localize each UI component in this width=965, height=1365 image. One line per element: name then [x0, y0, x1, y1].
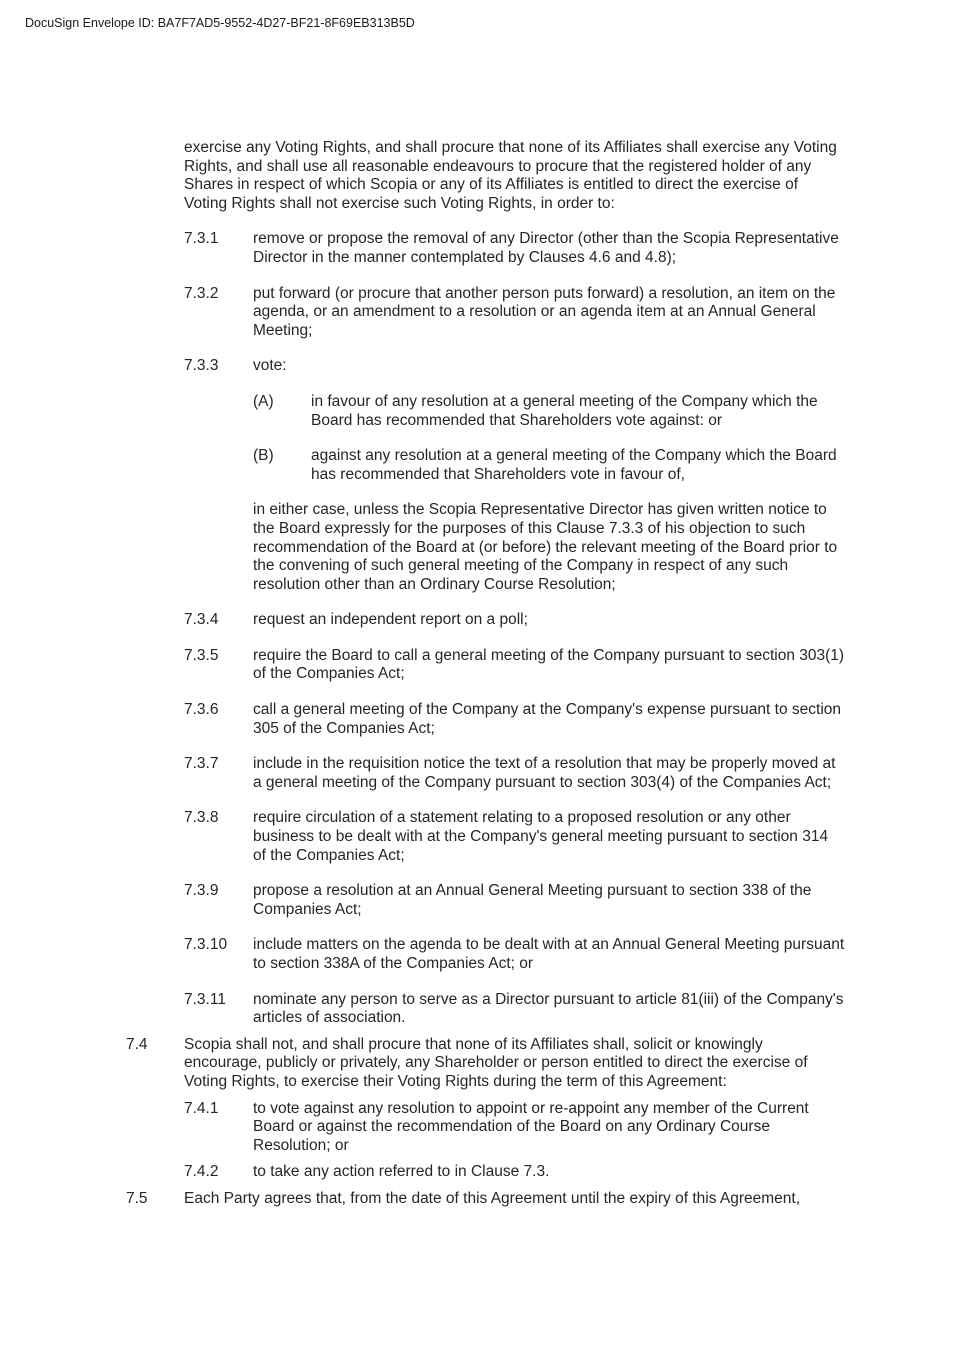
clause-7-3-3-b: [0, 447, 965, 484]
clause-number: 7.3.7: [184, 755, 219, 773]
clause-number: 7.3.2: [184, 284, 219, 302]
clause-7-4: [0, 1036, 965, 1092]
clause-number: (B): [253, 447, 274, 465]
clause-7-3-4: [0, 611, 965, 630]
clause-7-3-5: [0, 647, 965, 684]
clause-7-3-8: [0, 809, 965, 865]
clause-7-4-2: [0, 1163, 965, 1182]
clause-text: include in the requisition notice the text of a resolution that may be properly moved at a general meeting of the Company pursuant to section 303(4) of the Companies Act;: [253, 755, 836, 791]
clause-text: propose a resolution at an Annual General Meeting pursuant to section 338 of the Companies Act;: [253, 882, 812, 918]
clause-number: 7.3.1: [184, 230, 219, 248]
clause-number: 7.5: [126, 1189, 148, 1207]
clause-7-3-9: [0, 882, 965, 919]
clause-text: nominate any person to serve as a Director pursuant to article 81(iii) of the Company's articles of association.: [253, 990, 844, 1027]
clause-number: 7.4: [126, 1035, 148, 1053]
clause-text: in favour of any resolution at a general meeting of the Company which the Board has recommended that Shareholders vote against: or: [311, 392, 818, 429]
clause-text: require circulation of a statement relating to a proposed resolution or any other business to be dealt with at the Company's general meeting pursuant to section 314 of the Companies Act;: [253, 809, 829, 864]
clause-text: require the Board to call a general meeting of the Company pursuant to section 303(1) of the Companies Act;: [253, 646, 845, 683]
clause-text: Each Party agrees that, from the date of this Agreement until the expiry of this Agreement,: [184, 1189, 801, 1207]
clause-text: put forward (or procure that another person puts forward) a resolution, an item on the agenda, or an amendment to a resolution or an agenda item at an Annual General Meeting;: [253, 284, 836, 339]
clause-7-3-10: [0, 936, 965, 973]
clause-number: 7.3.9: [184, 882, 219, 900]
clause-number: 7.3.8: [184, 809, 219, 827]
clause-text: vote:: [253, 357, 287, 375]
clause-7-3-3-tail: in either case, unless the Scopia Representative Director has given written notice to the Board expressly for the purposes of this Clause 7.3.3 of his objection to such recommendation of the Board at (or before) the relevant meeting of the Board prior to the convening of such general meeting of the Company in respect of any such resolution other than an Ordinary Course Resolution;: [253, 501, 838, 593]
clause-number: 7.4.2: [184, 1163, 219, 1181]
clause-text: against any resolution at a general meeting of the Company which the Board has recommended that Shareholders vote in favour of,: [311, 447, 837, 483]
document-body: [0, 139, 965, 1217]
clause-text: Scopia shall not, and shall procure that none of its Affiliates shall, solicit or knowingly encourage, publicly or privately, any Shareholder or person entitled to direct the exercise of Voting Rights, to exercise their Voting Rights during the term of this Agreement:: [184, 1035, 808, 1090]
clause-number: 7.3.5: [184, 646, 219, 664]
clause-text: to vote against any resolution to appoint or re-appoint any member of the Current Board or against the recommendation of the Board on any Ordinary Course Resolution; or: [253, 1099, 809, 1154]
clause-number: 7.3.3: [184, 357, 219, 375]
clause-number: (A): [253, 392, 274, 410]
clause-number: 7.3.11: [184, 990, 226, 1008]
clause-text: include matters on the agenda to be dealt with at an Annual General Meeting pursuant to section 338A of the Companies Act; or: [253, 936, 845, 972]
envelope-id: DocuSign Envelope ID: BA7F7AD5-9552-4D27-BF21-8F69EB313B5D: [25, 16, 415, 30]
clause-number: 7.3.6: [184, 701, 219, 719]
clause-7-3-1: [0, 230, 965, 267]
clause-number: 7.4.1: [184, 1099, 219, 1117]
clause-number: 7.3.10: [184, 936, 228, 954]
clause-7-5: [0, 1190, 965, 1209]
clause-7-3-6: [0, 701, 965, 738]
clause-7-3-3-a: [0, 393, 965, 430]
clause-text: call a general meeting of the Company at the Company's expense pursuant to section 305 of the Companies Act;: [253, 701, 842, 737]
clause-7-3-7: [0, 755, 965, 792]
clause-7-3-2: [0, 285, 965, 341]
clause-text: to take any action referred to in Clause 7.3.: [253, 1163, 550, 1181]
clause-7-4-1: [0, 1100, 965, 1156]
clause-number: 7.3.4: [184, 611, 219, 629]
clause-7-3-11: [0, 991, 965, 1028]
clause-7-3-3: [0, 357, 965, 376]
clause-text: remove or propose the removal of any Director (other than the Scopia Representative Director in the manner contemplated by Clauses 4.6 and 4.8);: [253, 230, 839, 266]
clause-7-3-intro: exercise any Voting Rights, and shall procure that none of its Affiliates shall exercise any Voting Rights, and shall use all reasonable endeavours to procure that the registered holder of any Shares in respect of which Scopia or any of its Affiliates is entitled to direct the exercise of Voting Rights shall not exercise such Voting Rights, in order to:: [184, 139, 837, 212]
clause-text: request an independent report on a poll;: [253, 611, 528, 629]
